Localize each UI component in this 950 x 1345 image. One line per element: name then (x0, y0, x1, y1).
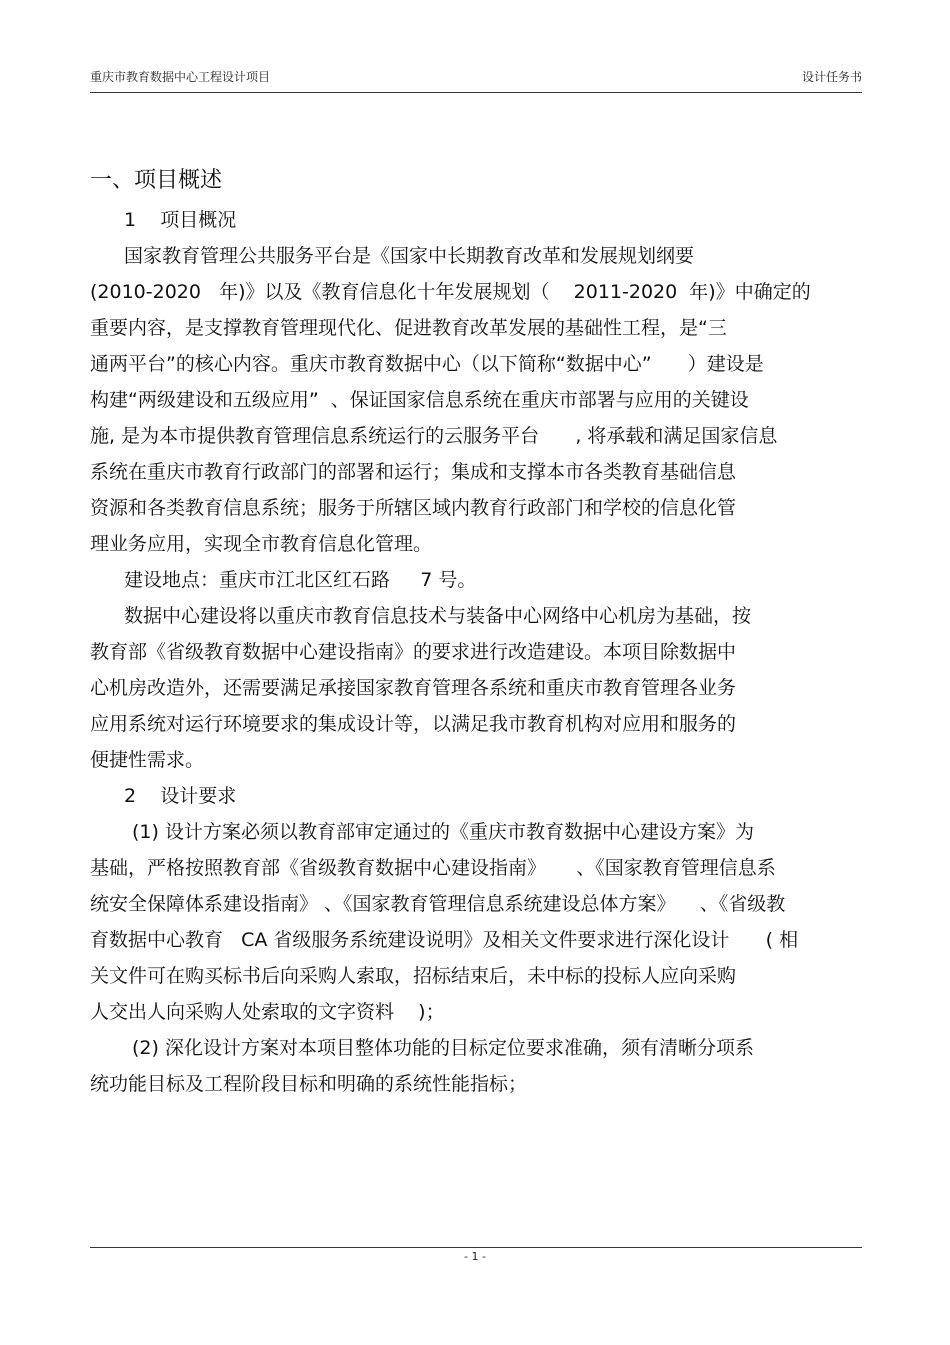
requirement-line: 人交出人向采购人处索取的文字资料 )； (90, 1001, 445, 1023)
header-divider (90, 92, 862, 93)
paragraph-line: 通两平台”的核心内容。重庆市教育数据中心（以下简称“数据中心” ）建设是 (90, 353, 764, 375)
requirement-line: 基础，严格按照教育部《省级教育数据中心建设指南》 、《国家教育管理信息系 (90, 857, 776, 879)
paragraph-line: 教育部《省级教育数据中心建设指南》的要求进行改造建设。本项目除数据中 (90, 641, 737, 663)
paragraph-line: 系统在重庆市教育行政部门的部署和运行；集成和支撑本市各类教育基础信息 (90, 461, 737, 483)
requirement-line: 育数据中心教育 CA 省级服务系统建设说明》及相关文件要求进行深化设计 ( 相 (90, 929, 799, 951)
header-doc-type: 设计任务书 (801, 70, 862, 84)
paragraph-line: 国家教育管理公共服务平台是《国家中长期教育改革和发展规划纲要 (124, 245, 695, 267)
requirement-line: 关文件可在购买标书后向采购人索取，招标结束后，未中标的投标人应向采购 (90, 965, 737, 987)
section-heading: 一、项目概述 (90, 168, 223, 193)
requirement-line: (2) 深化设计方案对本项目整体功能的目标定位要求准确，须有清晰分项系 (132, 1037, 754, 1059)
paragraph-line: 施, 是为本市提供教育管理信息系统运行的云服务平台 , 将承载和满足国家信息 (90, 425, 778, 447)
paragraph-line: 便捷性需求。 (90, 749, 205, 771)
paragraph-line: (2010-2020 年)》以及《教育信息化十年发展规划（ 2011-2020 年)》中确定的 (90, 281, 811, 303)
paragraph-line: 理业务应用，实现全市教育信息化管理。 (90, 533, 433, 555)
footer-divider (90, 1247, 862, 1248)
header-project-title: 重庆市教育数据中心工程设计项目 (90, 70, 271, 84)
page-number: - 1 - (464, 1250, 486, 1263)
paragraph-line: 资源和各类教育信息系统；服务于所辖区域内教育行政部门和学校的信息化管 (90, 497, 737, 519)
requirement-line: 统安全保障体系建设指南》 、《国家教育管理信息系统建设总体方案》 、《省级教 (90, 893, 786, 915)
paragraph-line: 构建“两级建设和五级应用” 、保证国家信息系统在重庆市部署与应用的关键设 (90, 389, 749, 411)
document-body (90, 160, 865, 1102)
requirement-line: 统功能目标及工程阶段目标和明确的系统性能指标； (90, 1073, 528, 1095)
subsection-heading-overview: 1 项目概况 (124, 209, 237, 231)
construction-address: 建设地点：重庆市江北区红石路 7 号。 (124, 569, 477, 591)
subsection-heading-requirements: 2 设计要求 (124, 785, 237, 807)
requirement-line: (1) 设计方案必须以教育部审定通过的《重庆市教育数据中心建设方案》为 (132, 821, 754, 843)
paragraph-line: 心机房改造外，还需要满足承接国家教育管理各系统和重庆市教育管理各业务 (90, 677, 737, 699)
paragraph-line: 数据中心建设将以重庆市教育信息技术与装备中心网络中心机房为基础，按 (124, 605, 752, 627)
paragraph-line: 应用系统对运行环境要求的集成设计等，以满足我市教育机构对应用和服务的 (90, 713, 737, 735)
paragraph-line: 重要内容，是支撑教育管理现代化、促进教育改革发展的基础性工程，是“三 (90, 317, 727, 339)
